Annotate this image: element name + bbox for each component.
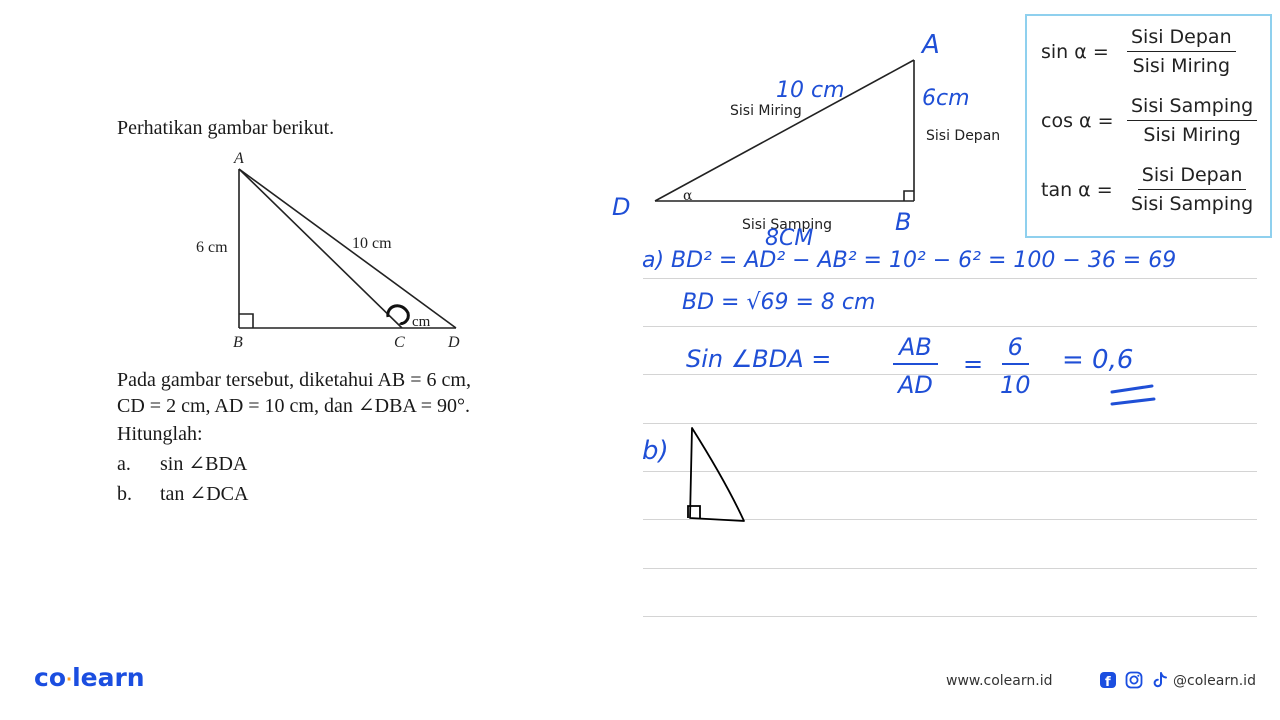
ruled-line	[643, 616, 1257, 617]
work-result: = 0,6	[1062, 345, 1134, 375]
formula-sin-den: Sisi Miring	[1132, 55, 1231, 77]
formula-tan-lhs: tan α =	[1041, 178, 1113, 201]
brand-right: learn	[72, 663, 145, 692]
work-frac2-num: 6	[1002, 333, 1029, 365]
tiktok-icon[interactable]	[1150, 670, 1170, 690]
problem-item-b-text: tan ∠DCA	[160, 483, 249, 505]
triangle-diagram	[600, 25, 1020, 250]
diagram-right-angle	[904, 191, 914, 201]
ruled-line	[643, 374, 1257, 375]
ruled-line	[643, 568, 1257, 569]
brand-logo	[34, 663, 145, 692]
diagram-adj-label: Sisi Samping	[742, 217, 833, 233]
formula-tan-den: Sisi Samping	[1131, 193, 1254, 215]
diagram-adj-value: 8CM	[765, 226, 814, 250]
diagram-vertex-a: A	[922, 30, 940, 60]
figure-side-cd: cm	[412, 314, 431, 330]
brand-dot: ·	[66, 669, 73, 689]
figure-label-c: C	[394, 334, 405, 351]
figure-side-ad: 10 cm	[352, 235, 392, 252]
formula-tan-num: Sisi Depan	[1138, 164, 1247, 190]
diagram-vertex-d: D	[612, 193, 631, 221]
problem-line-2: CD = 2 cm, AD = 10 cm, dan ∠DBA = 90°.	[117, 395, 471, 417]
problem-item-b-letter: b.	[117, 483, 132, 505]
footer-url[interactable]: www.colearn.id	[946, 673, 1053, 689]
hand-angle-mark	[388, 306, 408, 324]
work-part-b: b)	[642, 436, 669, 466]
work-frac1-den: AD	[897, 371, 933, 399]
ruled-line	[643, 278, 1257, 279]
problem-question: Hitunglah:	[117, 423, 203, 445]
diagram-hyp-label: Sisi Miring	[730, 103, 802, 119]
figure-label-b: B	[233, 334, 243, 351]
formula-cos	[1041, 95, 1257, 146]
formula-cos-den: Sisi Miring	[1143, 124, 1241, 146]
work-sin-lhs: Sin ∠BDA =	[686, 345, 832, 373]
problem-item-a-text: sin ∠BDA	[160, 453, 248, 475]
facebook-icon[interactable]	[1098, 670, 1118, 690]
work-equals: =	[963, 350, 984, 378]
problem-figure	[180, 145, 480, 355]
diagram-opp-label: Sisi Depan	[926, 128, 1001, 144]
instagram-icon[interactable]	[1124, 670, 1144, 690]
work-frac1-num: AB	[893, 333, 938, 365]
diagram-opp-value: 6cm	[922, 86, 970, 111]
work-frac2-den: 10	[1000, 371, 1031, 399]
figure-label-a: A	[234, 150, 244, 167]
right-angle-mark	[239, 314, 253, 328]
diagram-vertex-b: B	[895, 208, 912, 236]
problem-line-1: Pada gambar tersebut, diketahui AB = 6 cm,	[117, 369, 471, 391]
formula-cos-num: Sisi Samping	[1127, 95, 1257, 121]
work-result-underline	[1108, 382, 1158, 408]
problem-intro: Perhatikan gambar berikut.	[117, 117, 335, 139]
brand-left: co	[34, 663, 66, 692]
edge-ad	[239, 169, 456, 328]
diagram-hyp-value: 10 cm	[776, 78, 845, 103]
formula-cos-lhs: cos α =	[1041, 109, 1114, 132]
diagram-angle: α	[683, 188, 693, 204]
work-fraction-2	[1000, 333, 1031, 399]
work-line-a: a) BD² = AD² − AB² = 10² − 6² = 100 − 36 = 69	[642, 248, 1177, 273]
formula-sin-num: Sisi Depan	[1127, 26, 1236, 52]
formula-sin-lhs: sin α =	[1041, 40, 1109, 63]
work-line-bd: BD = √69 = 8 cm	[682, 290, 876, 315]
formula-box	[1025, 14, 1272, 238]
formula-sin	[1041, 26, 1236, 77]
work-sketch-triangle	[678, 420, 758, 530]
svg-text:f: f	[1105, 675, 1111, 689]
figure-side-ab: 6 cm	[196, 239, 228, 256]
formula-tan	[1041, 164, 1257, 215]
social-handle[interactable]: @colearn.id	[1173, 673, 1256, 689]
work-fraction-1	[893, 333, 938, 399]
figure-label-d: D	[448, 334, 460, 351]
ruled-line	[643, 326, 1257, 327]
problem-item-a-letter: a.	[117, 453, 131, 475]
